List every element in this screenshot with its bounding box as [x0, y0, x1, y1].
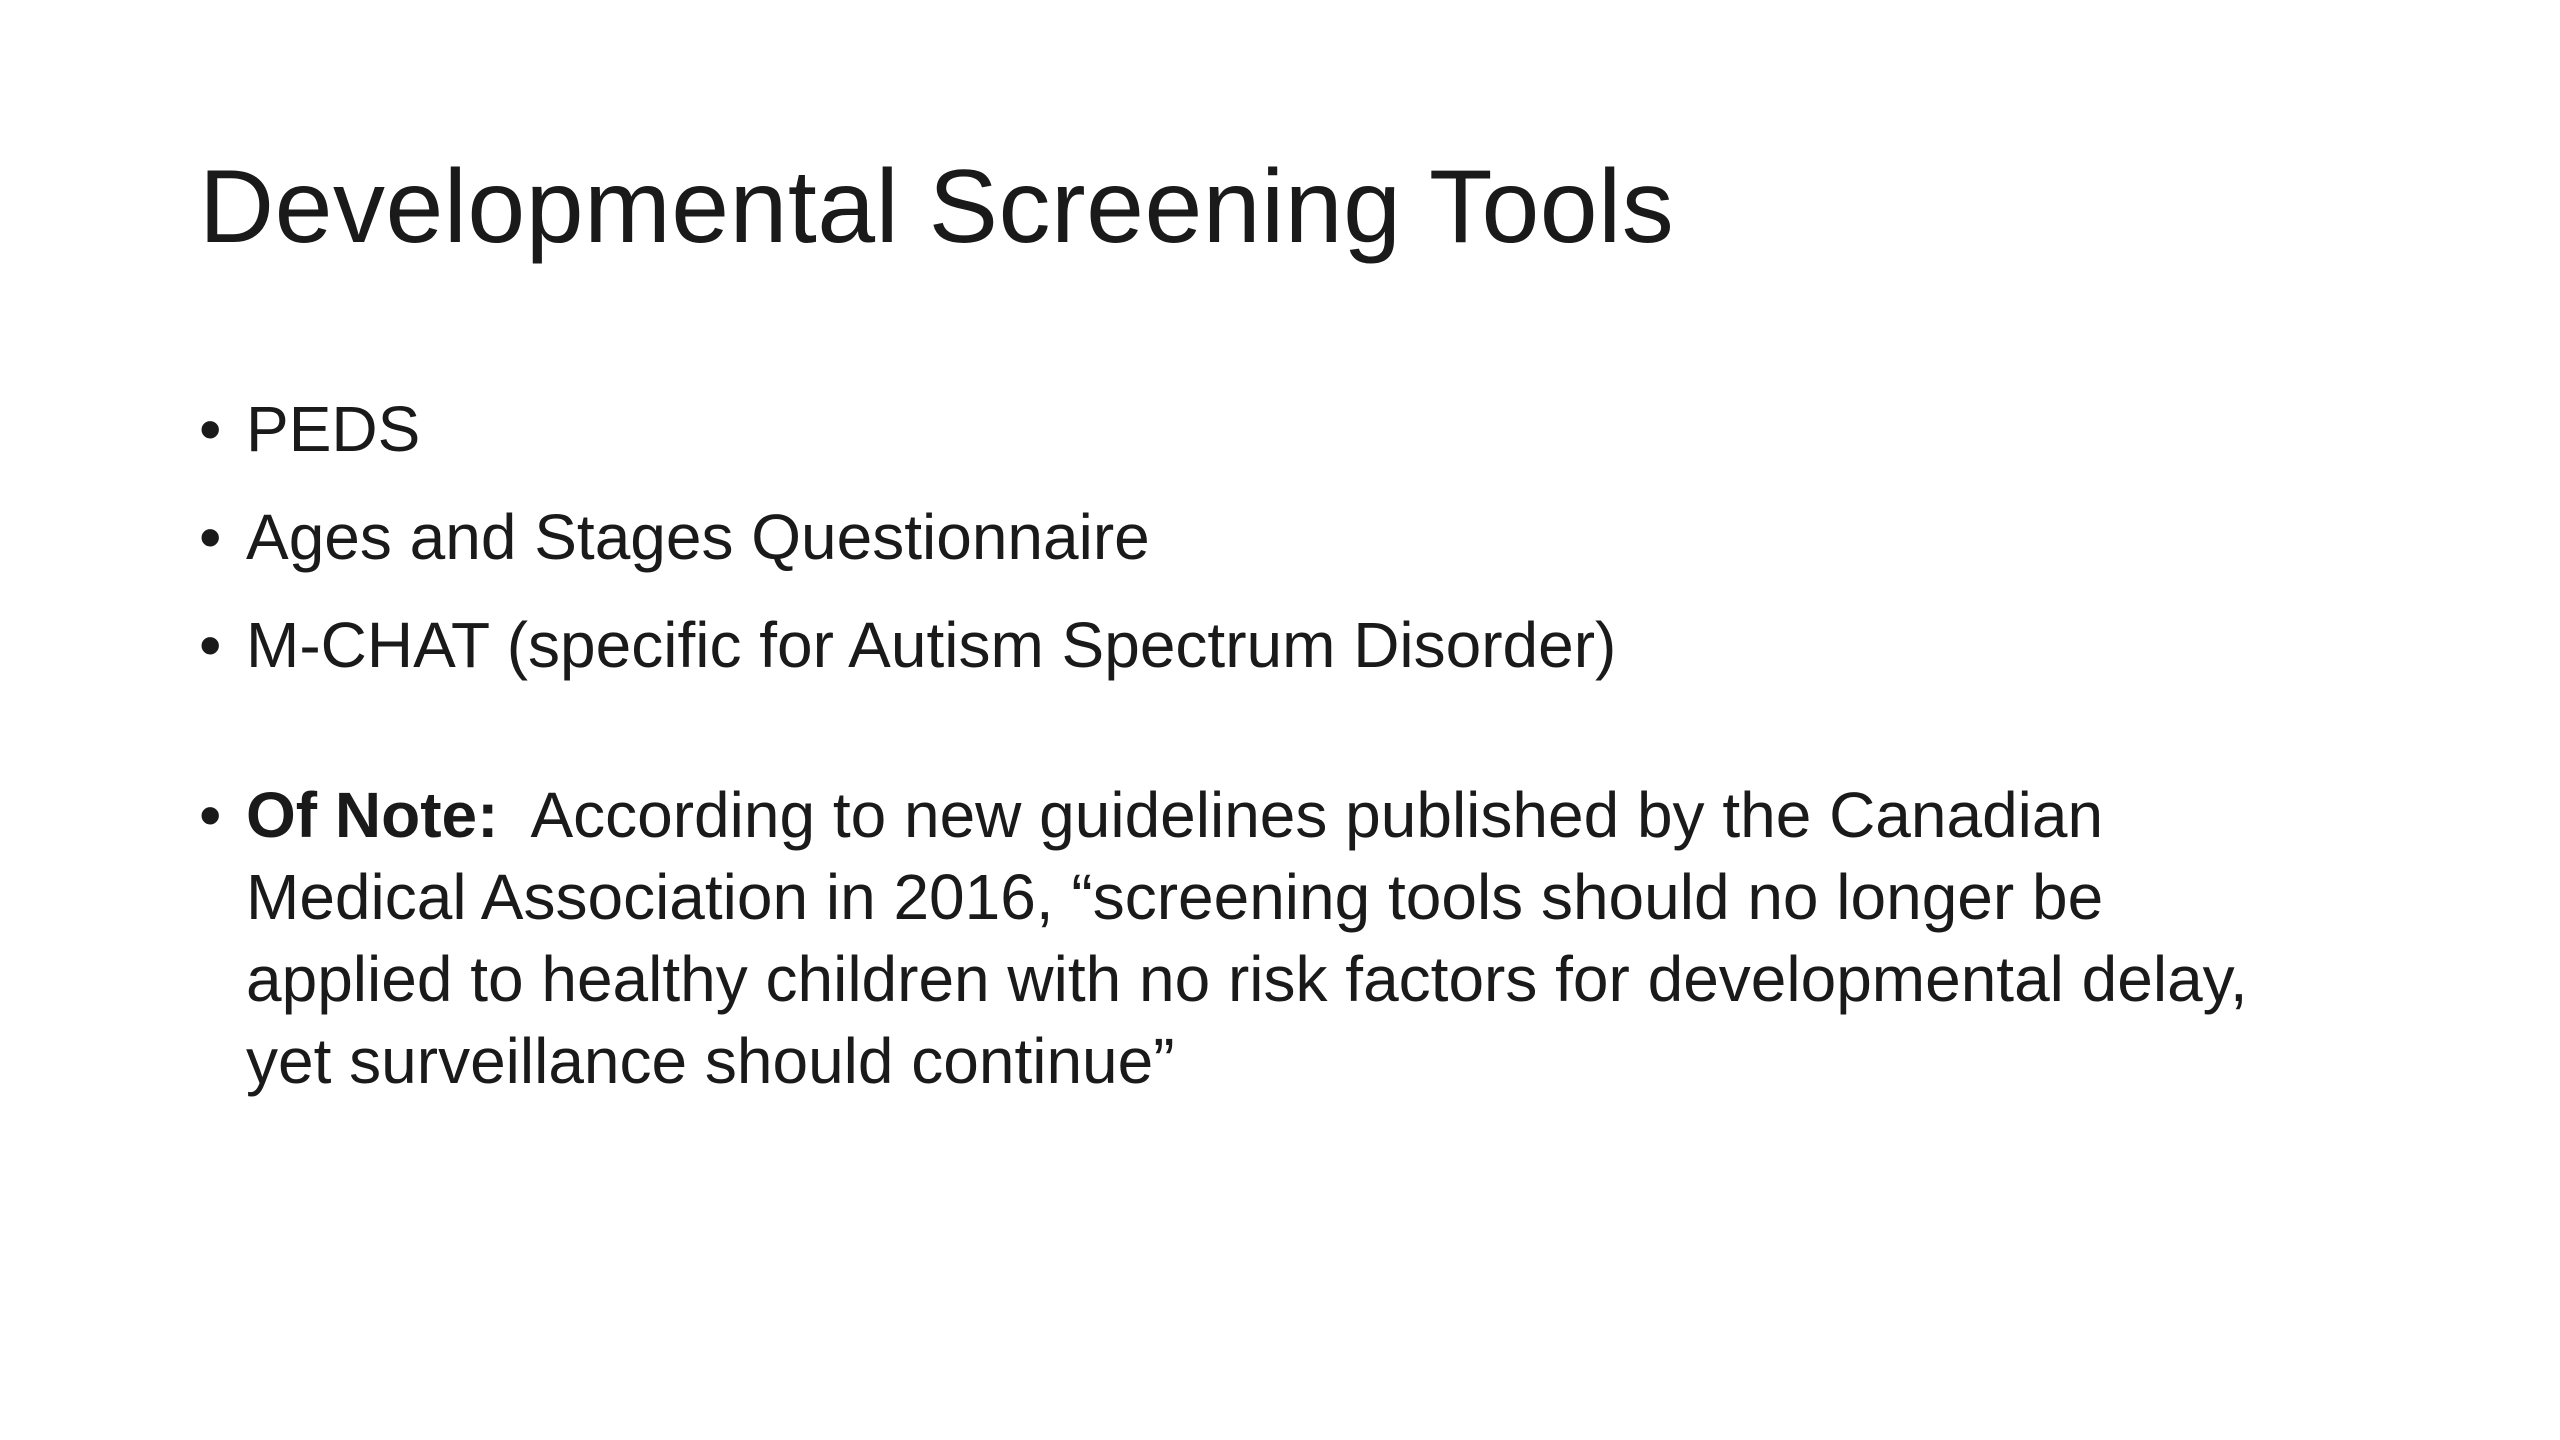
note-lead: Of Note: — [246, 779, 499, 851]
bullet-dot: • — [199, 609, 222, 681]
bullet-dot: • — [199, 779, 222, 851]
bullet-text: M-CHAT (specific for Autism Spectrum Disorder) — [246, 609, 1617, 681]
bullet-dot: • — [199, 393, 222, 465]
bullet-m-chat — [199, 604, 2299, 686]
bullet-dot: • — [199, 501, 222, 573]
bullet-ages-and-stages — [199, 496, 2299, 578]
bullet-text: PEDS — [246, 393, 421, 465]
bullet-list — [199, 388, 2299, 1128]
bullet-of-note — [199, 774, 2306, 1102]
bullet-text: Ages and Stages Questionnaire — [246, 501, 1150, 573]
slide-title: Developmental Screening Tools — [199, 149, 1675, 265]
bullet-peds — [199, 388, 2299, 470]
note-text: According to new guidelines published by the Canadian Medical Association in 2016, “screening tools should no longer be applied to healthy children with no risk factors for developmental delay, yet surveillance should continue” — [246, 779, 2266, 1097]
